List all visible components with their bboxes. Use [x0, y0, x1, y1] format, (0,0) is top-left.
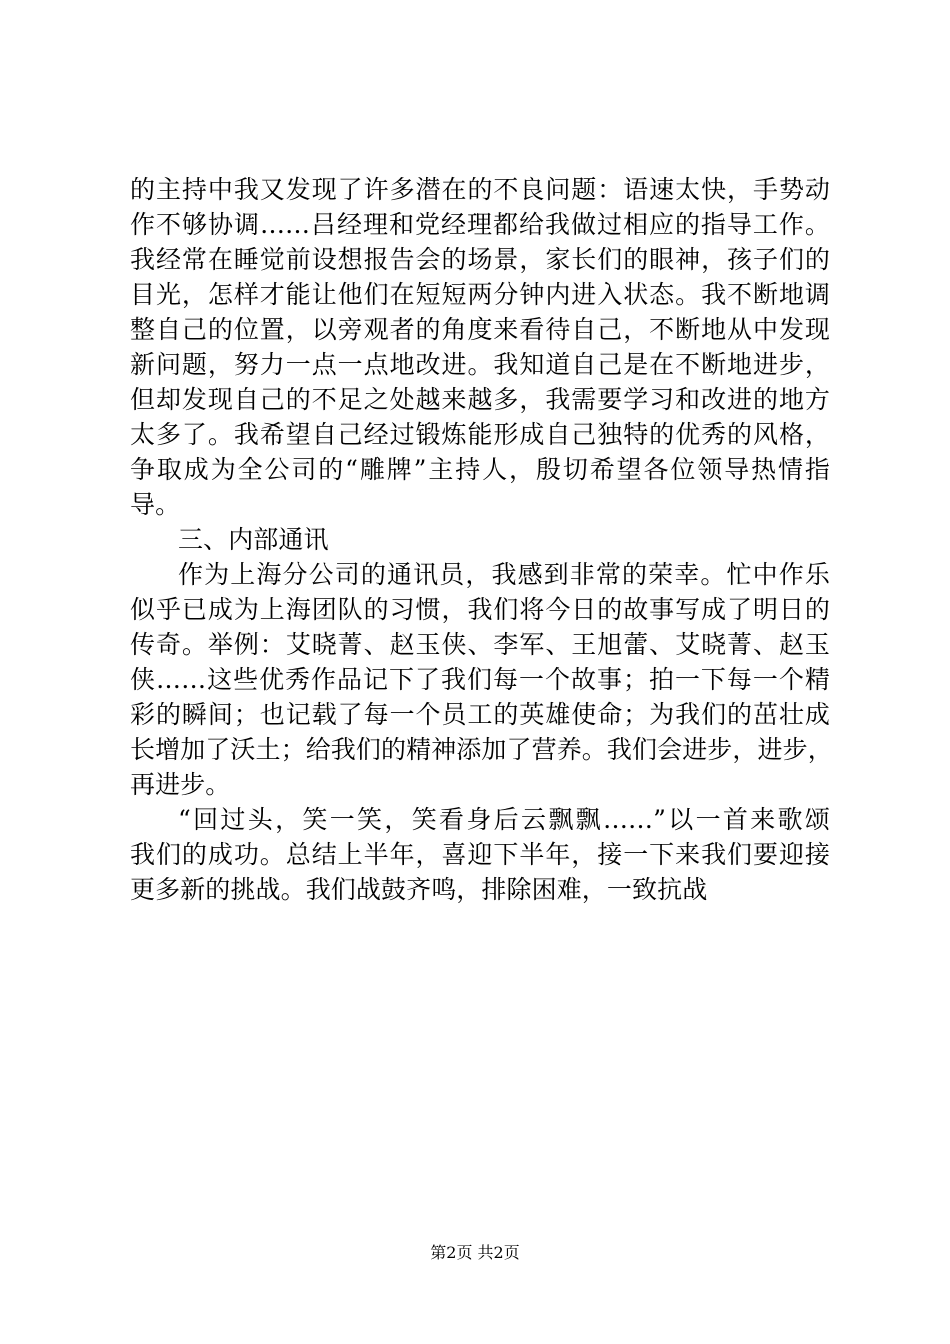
text-line: 目光，怎样才能让他们在短短两分钟内进入状态。我不断地调: [130, 280, 830, 309]
text-line: 侠……这些优秀作品记下了我们每一个故事；拍一下每一个精: [130, 665, 830, 694]
text-line: 我们的成功。总结上半年，喜迎下半年，接一下来我们要迎接: [130, 840, 830, 869]
text-line: 的主持中我又发现了许多潜在的不良问题：语速太快，手势动: [130, 175, 830, 204]
text-line: “回过头，笑一笑，笑看身后云飘飘……”以一首来歌颂: [178, 805, 830, 834]
text-line: 传奇。举例：艾晓菁、赵玉侠、李军、王旭蕾、艾晓菁、赵玉: [130, 630, 830, 659]
text-line: 整自己的位置，以旁观者的角度来看待自己，不断地从中发现: [130, 315, 830, 344]
text-line: 作为上海分公司的通讯员，我感到非常的荣幸。忙中作乐: [178, 560, 830, 589]
text-line: 太多了。我希望自己经过锻炼能形成自己独特的优秀的风格，: [130, 420, 830, 449]
text-line: 新问题，努力一点一点地改进。我知道自己是在不断地进步，: [130, 350, 830, 379]
text-line: 我经常在睡觉前设想报告会的场景，家长们的眼神，孩子们的: [130, 245, 830, 274]
section-heading: 三、内部通讯: [178, 525, 329, 554]
text-line: 彩的瞬间；也记载了每一个员工的英雄使命；为我们的茁壮成: [130, 700, 830, 729]
page-number-label: 第2页 共2页: [430, 1243, 520, 1262]
text-line: 争取成为全公司的“雕牌”主持人，殷切希望各位领导热情指: [130, 455, 830, 484]
document-body: [130, 172, 833, 907]
text-line: 但却发现自己的不足之处越来越多，我需要学习和改进的地方: [130, 385, 830, 414]
text-line: 作不够协调……吕经理和党经理都给我做过相应的指导工作。: [130, 210, 830, 239]
page-footer: [0, 1243, 950, 1263]
text-line: 再进步。: [130, 770, 231, 799]
text-line: 长增加了沃土；给我们的精神添加了营养。我们会进步，进步，: [130, 735, 833, 764]
text-line: 更多新的挑战。我们战鼓齐鸣，排除困难，一致抗战: [130, 875, 708, 904]
text-line: 导。: [130, 490, 181, 519]
text-line: 似乎已成为上海团队的习惯，我们将今日的故事写成了明日的: [130, 595, 830, 624]
